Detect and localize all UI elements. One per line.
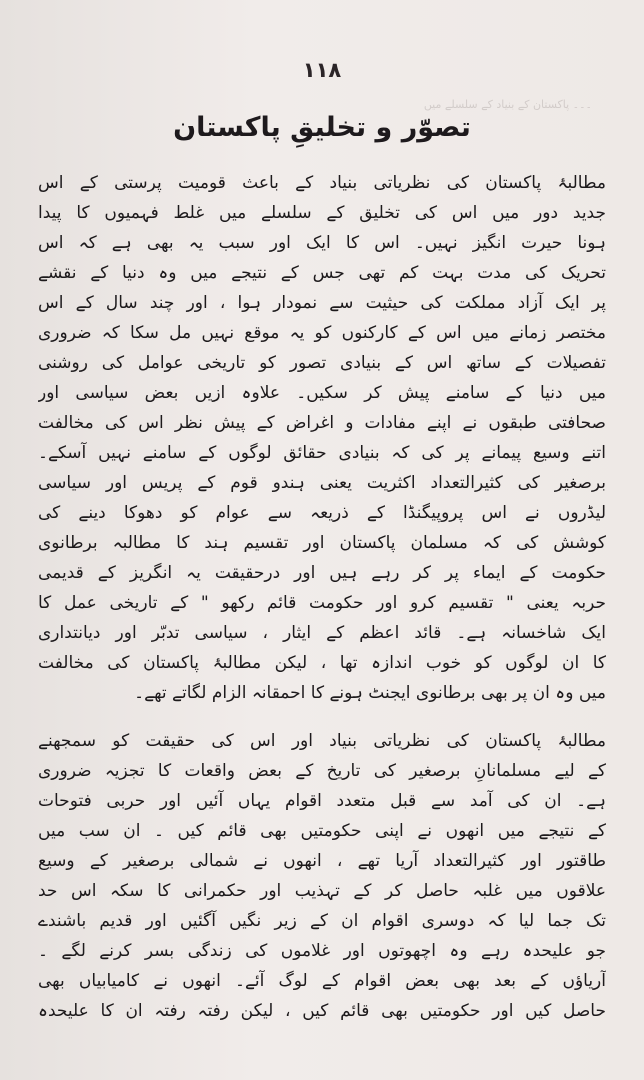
text-line: مطالبۂ پاکستان کی نظریاتی بنیاد اور اس کی حقیقت کو سمجھنے <box>38 731 606 751</box>
text-line: میں وہ ان پر بھی برطانوی ایجنٹ ہونے کا احمقانہ الزام لگاتے تھے۔ <box>134 683 606 703</box>
text-line: جدید دور میں اس کی تخلیق کے سلسلے میں غلط فہمیوں کا پیدا <box>38 203 606 223</box>
text-line: حکومت کے ایماء پر کر رہے ہیں اور درحقیقت یہ انگریز کے قدیمی <box>38 563 606 583</box>
paragraph-gap <box>38 708 606 726</box>
text-line: برصغیر کی کثیرالتعداد اکثریت یعنی ہندو قوم کے پریس اور سیاسی <box>38 473 606 493</box>
text-line: مطالبۂ پاکستان کی نظریاتی بنیاد کے باعث قومیت پرستی کے اس <box>38 173 606 193</box>
text-line: میں دنیا کے سامنے پیش کر سکیں۔ علاوہ ازیں بعض سیاسی اور <box>38 383 606 403</box>
page-number: ۱۱۸ <box>302 58 342 82</box>
bleed-through-text: ۔۔۔ پاکستان کے بنیاد کے سلسلے میں <box>423 98 592 111</box>
text-line: لیڈروں نے اس پروپیگنڈا کے ذریعہ سے عوام کو دھوکا دینے کی <box>38 503 606 523</box>
text-line: صحافتی طبقوں نے اپنے مفادات و اغراض کے پیش نظر اس کی مخالفت <box>38 413 606 433</box>
text-line: کوشش کی کہ مسلمان پاکستان اور تقسیم ہند کا مطالبہ برطانوی <box>38 533 606 553</box>
text-line: علاقوں میں غلبہ حاصل کر کے تہذیب اور حکمرانی کا سکہ اس حد <box>38 881 606 901</box>
text-line: ہے۔ ان کی آمد سے قبل متعدد اقوام یہاں آئیں اور حربی فتوحات <box>38 791 606 811</box>
text-line: تفصیلات کے ساتھ اس کے بنیادی تصور کو تاریخی عوامل کی روشنی <box>38 353 606 373</box>
text-line: پر ایک آزاد مملکت کی حیثیت سے نمودار ہوا ، اور چند سال کے اس <box>38 293 606 313</box>
text-line: کا ان لوگوں کو خوب اندازہ تھا ، لیکن مطالبۂ پاکستان کی مخالفت <box>38 653 606 673</box>
paragraph-2 <box>38 726 606 1026</box>
text-line: حربہ یعنی " تقسیم کرو اور حکومت قائم رکھو " کے تاریخی عمل کا <box>38 593 606 613</box>
text-line: تحریک کی مدت بہت کم تھی جس کے نتیجے میں وہ دنیا کے نقشے <box>38 263 606 283</box>
text-line: ہونا حیرت انگیز نہیں۔ اس کا ایک اور سبب یہ بھی ہے کہ اس <box>38 233 606 253</box>
chapter-title: تصوّر و تخلیقِ پاکستان <box>173 112 471 143</box>
text-line: آریاؤں کے بعد بھی بعض اقوام کے لوگ آئے۔ انھوں نے کامیابیاں بھی <box>38 971 606 991</box>
text-line: مختصر زمانے میں اس کے کارکنوں کو یہ موقع نہیں مل سکا کہ ضروری <box>38 323 606 343</box>
text-line: حاصل کیں اور حکومتیں بھی قائم کیں ، لیکن رفتہ رفتہ ان کا علیحدہ <box>38 1001 606 1021</box>
text-line: طاقتور اور کثیرالتعداد آریا تھے ، انھوں نے شمالی برصغیر کے وسیع <box>38 851 606 871</box>
text-line: جو علیحدہ رہے وہ اچھوتوں اور غلاموں کی زندگی بسر کرنے لگے ۔ <box>38 941 606 961</box>
paragraph-1 <box>38 168 606 708</box>
text-line: ایک شاخسانہ ہے۔ قائد اعظم کے ایثار ، سیاسی تدبّر اور دیانتداری <box>38 623 606 643</box>
text-line: کے لیے مسلمانانِ برصغیر کی تاریخ کے بعض واقعات کا تجزیہ ضروری <box>38 761 606 781</box>
text-line: اتنے وسیع پیمانے پر کی کہ بنیادی حقائق لوگوں کے سامنے نہیں آسکے۔ <box>38 443 606 463</box>
body-text <box>38 168 606 1026</box>
text-line: کے نتیجے میں انھوں نے اپنی حکومتیں بھی قائم کیں ۔ ان سب میں <box>38 821 606 841</box>
text-line: تک جما لیا کہ دوسری اقوام ان کے زیر نگیں آگئیں اور قدیم باشندے <box>38 911 606 931</box>
